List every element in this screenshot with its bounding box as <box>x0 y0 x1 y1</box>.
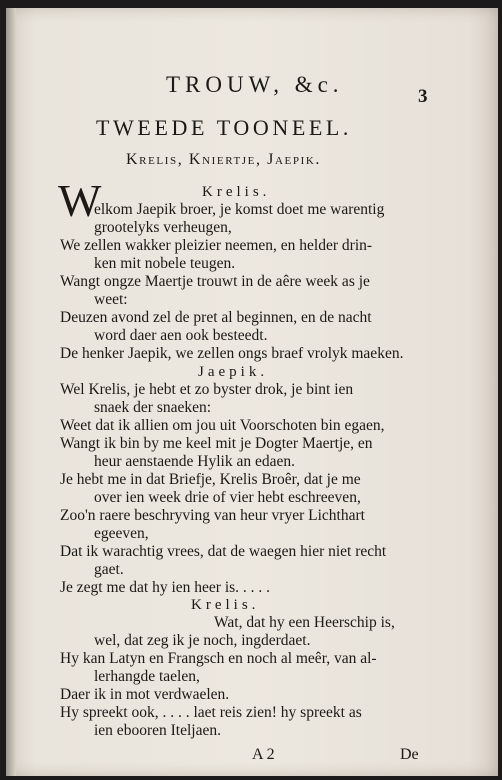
book-page <box>6 8 498 776</box>
verse-line: Hy kan Latyn en Frangsch en noch al meêr, van al- <box>60 650 377 667</box>
verse-line: wel, dat zeg ik je noch, ingderdaet. <box>94 632 311 649</box>
page-content <box>6 8 498 776</box>
verse-line: Deuzen avond zel de pret al beginnen, en de nacht <box>60 309 372 326</box>
running-title: TROUW, &c. <box>166 72 344 97</box>
catchword: De <box>400 746 419 763</box>
verse-line: Je zegt me dat hy ien heer is. . . . . <box>60 579 271 596</box>
verse-line: Hy spreekt ook, . . . . laet reis zien! hy spreekt as <box>60 704 362 721</box>
verse-line: Wat, dat hy een Heerschip is, <box>214 614 395 631</box>
verse-line: ien ebooren Iteljaen. <box>94 722 221 739</box>
characters-line: Krelis, Kniertje, Jaepik. <box>126 151 322 168</box>
verse-line: Wel Krelis, je hebt et zo byster drok, je bint ien <box>60 381 354 398</box>
speaker-name: Krelis. <box>202 184 271 200</box>
verse-line: De henker Jaepik, we zellen ongs braef vrolyk maeken. <box>60 345 404 362</box>
verse-line: Wangt ik bin by me keel mit je Dogter Maertje, en <box>60 435 373 452</box>
verse-line: weet: <box>94 291 128 308</box>
verse-line: lerhangde taelen, <box>94 668 200 685</box>
verse-line: over ien week drie of vier hebt eschreeven, <box>94 489 361 506</box>
speaker-name: Jaepik. <box>198 364 269 380</box>
verse-line: word daer aen ook besteedt. <box>94 327 268 344</box>
verse-line: egeeven, <box>94 525 149 542</box>
verse-line: Wangt ongze Maertje trouwt in de aêre week as je <box>60 273 370 290</box>
verse-line: gaet. <box>94 561 124 578</box>
verse-line: Dat ik warachtig vrees, dat de waegen hier niet recht <box>60 543 387 560</box>
verse-line: elkom Jaepik broer, je komst doet me warentig <box>94 201 385 218</box>
verse-line: Weet dat ik allien om jou uit Voorschoten bin egaen, <box>60 417 385 434</box>
verse-line: heur aenstaende Hylik an edaen. <box>94 453 295 470</box>
verse-line: snaek der snaeken: <box>94 399 212 416</box>
verse-line: Zoo'n raere beschryving van heur vryer Lichthart <box>60 507 365 524</box>
verse-line: grootelyks verheugen, <box>94 219 232 236</box>
verse-line: We zellen wakker pleizier neemen, en helder drin- <box>60 237 373 254</box>
verse-line: ken mit nobele teugen. <box>94 255 236 272</box>
signature-mark: A 2 <box>252 746 275 763</box>
page-number: 3 <box>418 86 428 107</box>
drop-cap-initial: W <box>58 175 102 226</box>
speaker-name: Krelis. <box>191 597 260 613</box>
verse-line: Je hebt me in dat Briefje, Krelis Broêr, dat je me <box>60 471 361 488</box>
verse-line: Daer ik in mot verdwaelen. <box>60 686 230 703</box>
scene-heading: TWEEDE TOONEEL. <box>96 115 353 140</box>
